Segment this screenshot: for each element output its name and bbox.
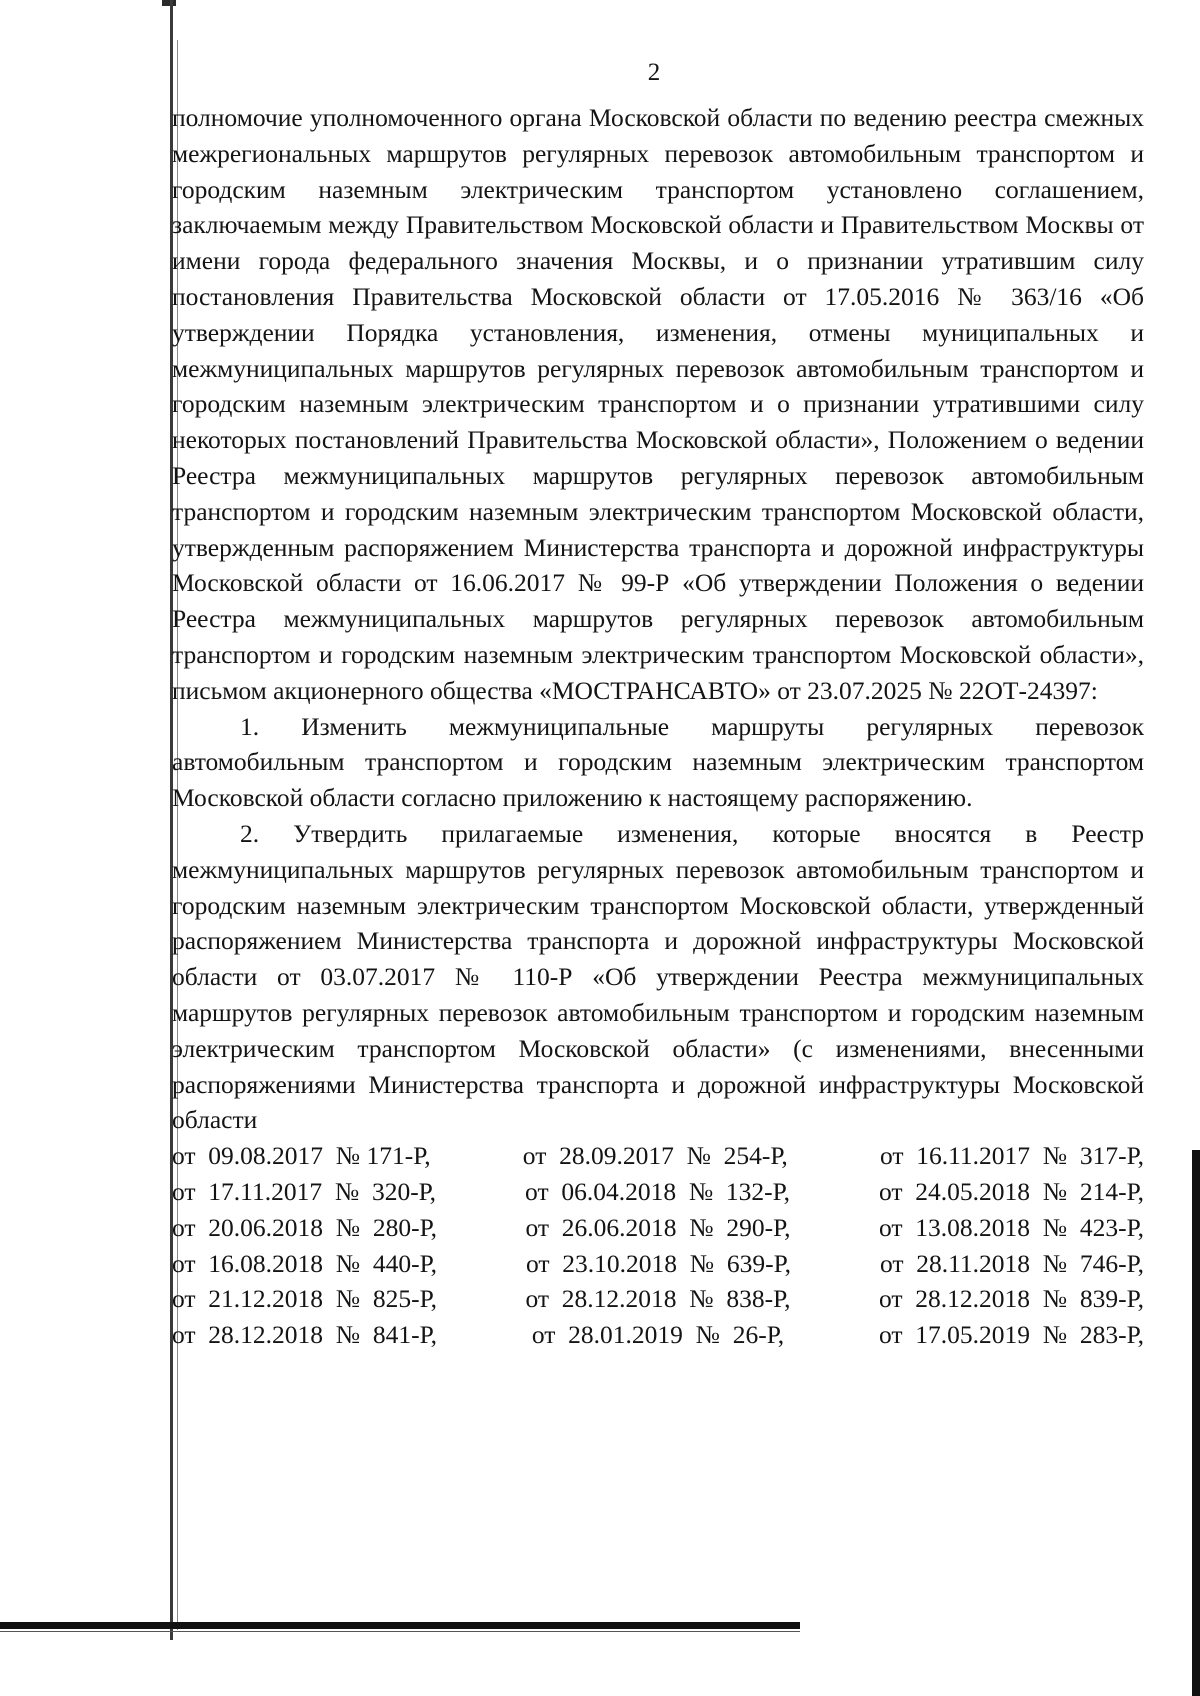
amendment-list: [172, 1138, 1144, 1353]
amendment-ref: от 09.08.2017 № 171-Р,: [172, 1141, 431, 1171]
amendment-ref: от 23.10.2018 № 639-Р,: [525, 1248, 791, 1278]
amendment-row: [172, 1138, 1144, 1174]
amendment-row: [172, 1281, 1144, 1317]
amendment-ref: от 21.12.2018 № 825-Р,: [172, 1284, 437, 1314]
amendment-ref: от 28.12.2018 № 839-Р,: [879, 1284, 1144, 1314]
scan-edge-right: [1192, 1150, 1200, 1696]
amendment-ref: от 13.08.2018 № 423-Р,: [879, 1212, 1144, 1242]
scan-artifact-top: [162, 0, 176, 6]
amendment-ref: от 26.06.2018 № 290-Р,: [525, 1212, 791, 1242]
document-body: [172, 100, 1144, 1353]
amendment-ref: от 24.05.2018 № 214-Р,: [879, 1176, 1144, 1206]
amendment-ref: от 16.11.2017 № 317-Р,: [879, 1141, 1144, 1171]
amendment-row: [172, 1174, 1144, 1210]
amendment-ref: от 06.04.2018 № 132-Р,: [525, 1176, 791, 1206]
paragraph-preamble: полномочие уполномоченного органа Московской области по ведению реестра смежных межрегиональных маршрутов регулярных перевозок автомобильным транспортом и городским наземным электрическим транспортом установлено соглашением, заключаемым между Правительством Московской области и Правительством Москвы от имени города федерального значения Москвы, и о признании утратившим силу постановления Правительства Московской области от 17.05.2016 № 363/16 «Об утверждении Порядка установления, изменения, отмены муниципальных и межмуниципальных маршрутов регулярных перевозок автомобильным транспортом и городским наземным электрическим транспортом и о признании утратившими силу некоторых постановлений Правительства Московской области», Положением о ведении Реестра межмуниципальных маршрутов регулярных перевозок автомобильным транспортом и городским наземным электрическим транспортом Московской области, утвержденным распоряжением Министерства транспорта и дорожной инфраструктуры Московской области от 16.06.2017 № 99-Р «Об утверждении Положения о ведении Реестра межмуниципальных маршрутов регулярных перевозок автомобильным транспортом и городским наземным электрическим транспортом Московской области», письмом акционерного общества «МОСТРАНСАВТО» от 23.07.2025 № 22ОТ-24397:: [172, 103, 1144, 705]
amendment-ref: от 20.06.2018 № 280-Р,: [172, 1212, 437, 1242]
amendment-ref: от 17.11.2017 № 320-Р,: [172, 1176, 437, 1206]
amendment-ref: от 28.12.2018 № 841-Р,: [172, 1320, 437, 1350]
page-number: 2: [647, 59, 661, 86]
amendment-row: [172, 1317, 1144, 1353]
paragraph-item-1: 1. Изменить межмуниципальные маршруты регулярных перевозок автомобильным транспортом и городским наземным электрическим транспортом Московской области согласно приложению к настоящему распоряжению.: [172, 711, 1144, 813]
amendment-row: [172, 1246, 1144, 1282]
amendment-ref: от 16.08.2018 № 440-Р,: [172, 1248, 437, 1278]
scan-edge-bottom: [0, 1622, 800, 1629]
scan-edge-bottom-thin: [0, 1631, 800, 1632]
amendment-ref: от 28.09.2017 № 254-Р,: [522, 1141, 788, 1171]
amendment-ref: от 28.01.2019 № 26-Р,: [531, 1320, 785, 1350]
amendment-row: [172, 1210, 1144, 1246]
paragraph-item-2: 2. Утвердить прилагаемые изменения, которые вносятся в Реестр межмуниципальных маршрутов регулярных перевозок автомобильным транспортом и городским наземным электрическим транспортом Московской области, утвержденный распоряжением Министерства транспорта и дорожной инфраструктуры Московской области от 03.07.2017 № 110-Р «Об утверждении Реестра межмуниципальных маршрутов регулярных перевозок автомобильным транспортом и городским наземным электрическим транспортом Московской области» (с изменениями, внесенными распоряжениями Министерства транспорта и дорожной инфраструктуры Московской области: [172, 818, 1144, 1135]
amendment-ref: от 28.11.2018 № 746-Р,: [879, 1248, 1144, 1278]
amendment-ref: от 17.05.2019 № 283-Р,: [879, 1320, 1144, 1350]
amendment-ref: от 28.12.2018 № 838-Р,: [525, 1284, 791, 1314]
